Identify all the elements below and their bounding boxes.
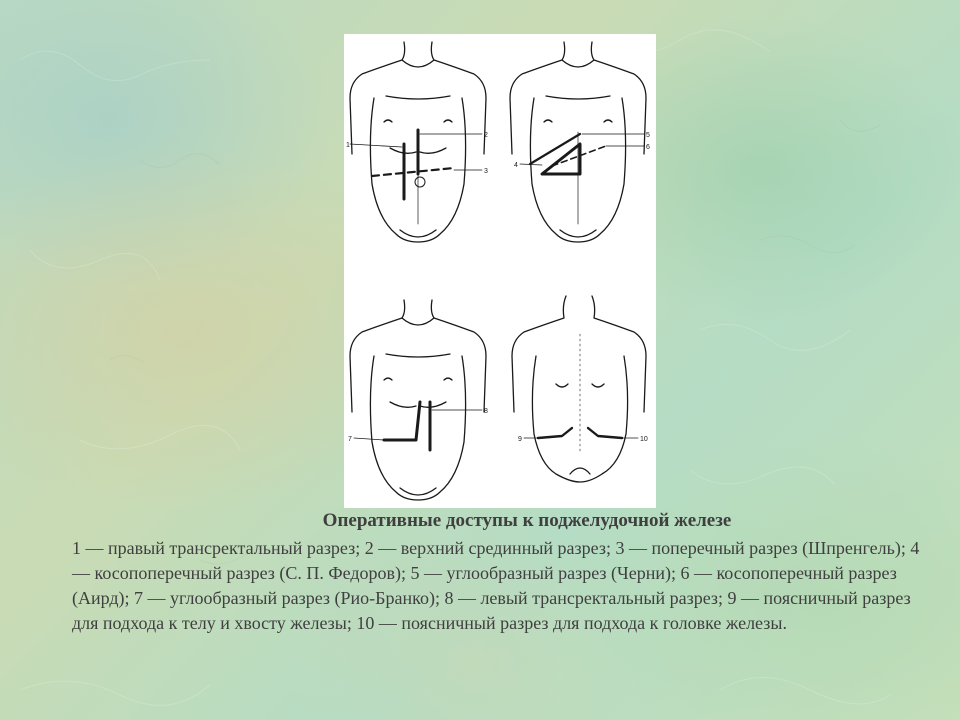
- label-3: 3: [484, 168, 488, 175]
- incision-diagram: [344, 34, 656, 508]
- incision-9-lumbar: [588, 428, 622, 438]
- label-1: 1: [346, 142, 350, 149]
- caption: [72, 510, 932, 636]
- label-6: 6: [646, 144, 650, 151]
- slide-title: Оперативные доступы к поджелудочной железе: [322, 510, 732, 531]
- incision-7-angular: [384, 402, 420, 440]
- incision-3-transverse: [372, 168, 454, 176]
- incision-diagram-figure: [344, 34, 656, 508]
- label-8: 8: [484, 408, 488, 415]
- slide-body-text: 1 — правый трансректальный разрез; 2 — верхний срединный разрез; 3 — поперечный разрез (Шпренгель); 4 — косопоперечный разрез (С. П. Федоров); 5 — углообразный разрез (Черни); 6 — косопоперечный разрез (Аирд); 7 — углообразный разрез (Рио-Бранко); 8 — левый трансректальный разрез; 9 — поясничный разрез для подхода к телу и хвосту железы; 10 — поясничный разрез для подхода к головке железы.: [72, 538, 920, 633]
- label-10: 10: [640, 436, 648, 443]
- navel-1: [415, 177, 425, 187]
- incision-5-angular: [542, 144, 580, 174]
- label-2: 2: [484, 132, 488, 139]
- panel-front-torso-3: [350, 300, 486, 500]
- label-5: 5: [646, 132, 650, 139]
- label-7: 7: [348, 436, 352, 443]
- panel-front-torso-2: [510, 42, 646, 242]
- label-9: 9: [518, 436, 522, 443]
- incision-10-lumbar: [538, 428, 572, 438]
- label-4: 4: [514, 162, 518, 169]
- panel-back-torso: [512, 296, 646, 482]
